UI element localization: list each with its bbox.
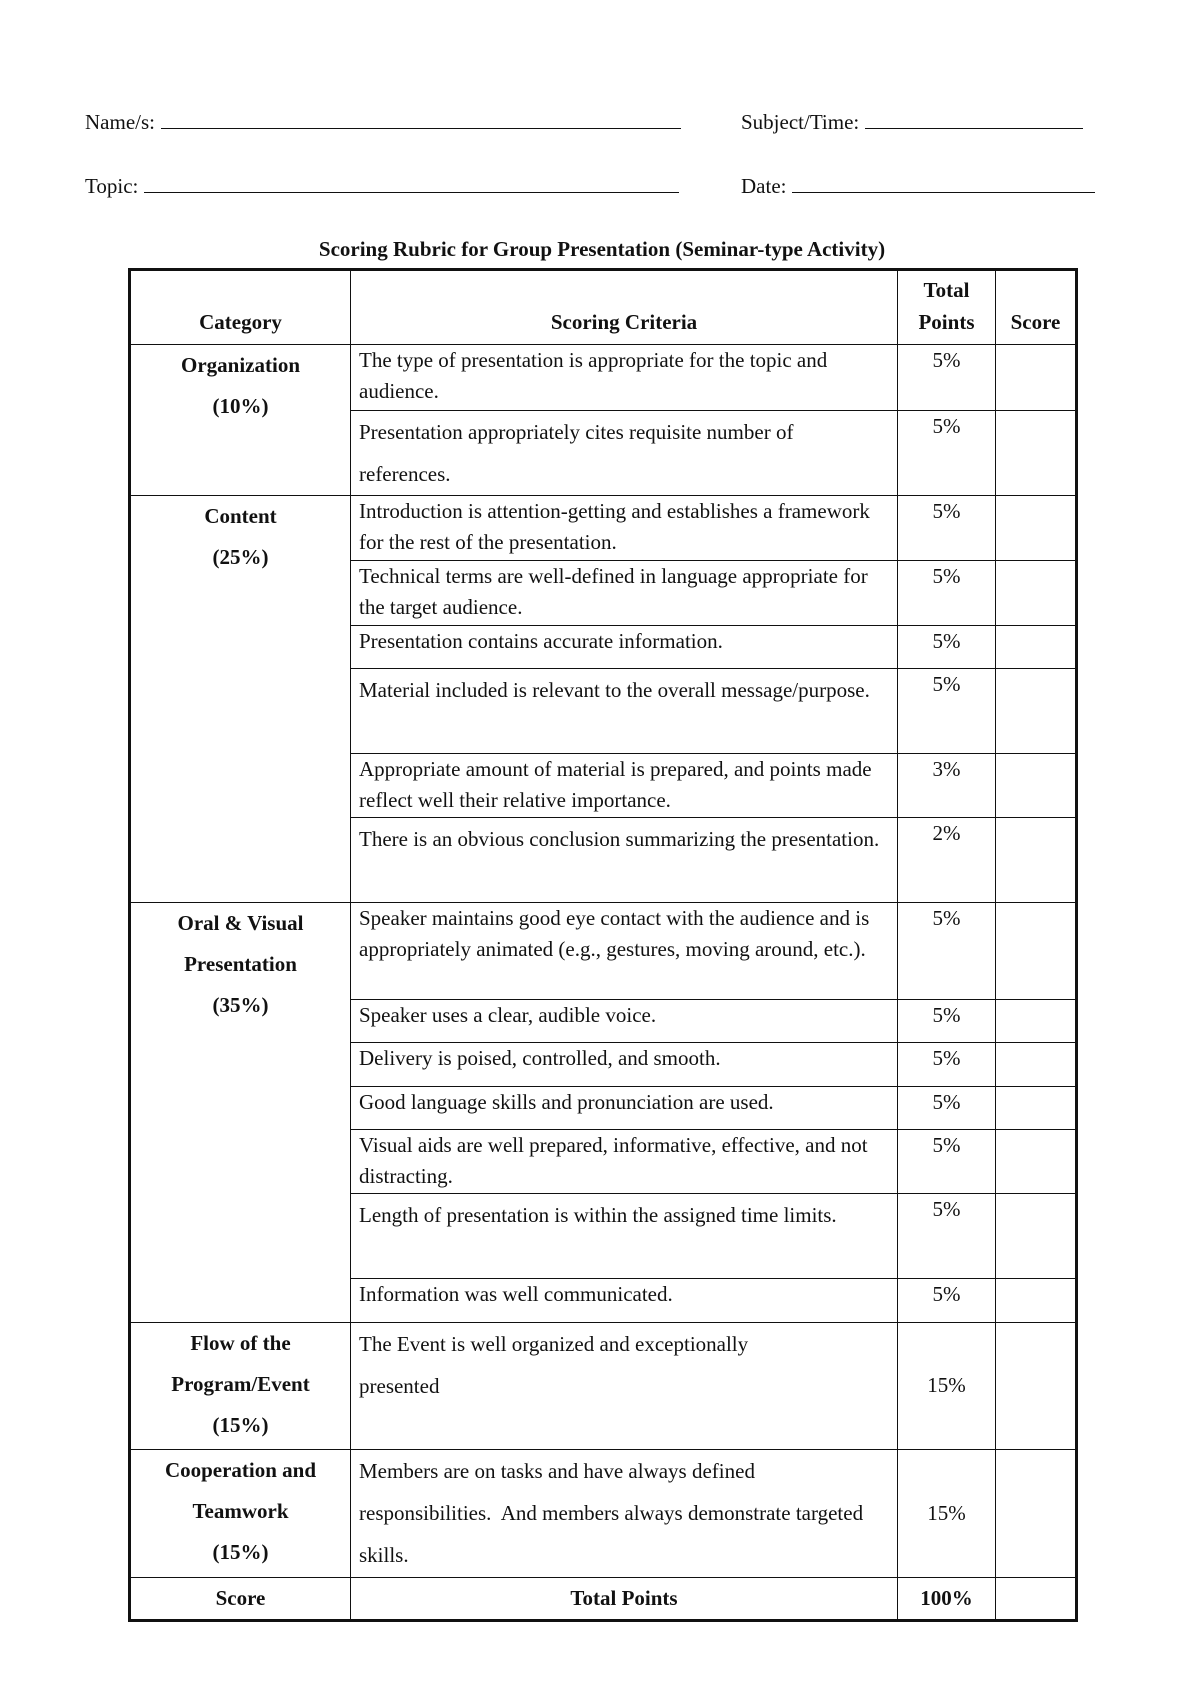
footer-total-value: 100% bbox=[898, 1577, 996, 1620]
points-cell: 5% bbox=[898, 495, 996, 560]
category-weight: (35%) bbox=[212, 992, 269, 1017]
score-cell[interactable] bbox=[996, 1194, 1077, 1279]
points-cell: 5% bbox=[898, 345, 996, 410]
table-row bbox=[130, 495, 1077, 560]
score-cell[interactable] bbox=[996, 1322, 1077, 1450]
footer-score-label: Score bbox=[130, 1577, 351, 1620]
date-blank-line[interactable] bbox=[792, 174, 1095, 193]
category-weight: (10%) bbox=[212, 394, 269, 419]
score-cell[interactable] bbox=[996, 1000, 1077, 1043]
date-field[interactable] bbox=[741, 174, 1095, 199]
criterion-cell: The Event is well organized and exceptionally presented bbox=[351, 1322, 898, 1450]
criterion-cell: Length of presentation is within the assigned time limits. bbox=[351, 1194, 898, 1279]
category-name: Content bbox=[204, 503, 277, 528]
subject-time-blank-line[interactable] bbox=[865, 110, 1083, 129]
rubric-title: Scoring Rubric for Group Presentation (Seminar-type Activity) bbox=[318, 237, 886, 261]
subject-time-label: Subject/Time: bbox=[741, 110, 860, 134]
name-field[interactable] bbox=[85, 110, 681, 135]
points-cell: 15% bbox=[898, 1450, 996, 1578]
criterion-cell: Visual aids are well prepared, informative, effective, and not distracting. bbox=[351, 1129, 898, 1193]
points-cell: 5% bbox=[898, 902, 996, 999]
topic-blank-line[interactable] bbox=[144, 174, 679, 193]
topic-field[interactable] bbox=[85, 174, 679, 199]
score-cell[interactable] bbox=[996, 410, 1077, 495]
score-cell[interactable] bbox=[996, 625, 1077, 668]
score-cell[interactable] bbox=[996, 902, 1077, 999]
criterion-cell: Presentation appropriately cites requisite number of references. bbox=[351, 410, 898, 495]
rubric-table bbox=[128, 268, 1078, 1622]
name-label: Name/s: bbox=[85, 110, 155, 134]
points-cell: 5% bbox=[898, 1043, 996, 1086]
score-cell[interactable] bbox=[996, 668, 1077, 753]
points-cell: 5% bbox=[898, 668, 996, 753]
score-cell[interactable] bbox=[996, 561, 1077, 625]
date-label: Date: bbox=[741, 174, 787, 198]
points-cell: 5% bbox=[898, 410, 996, 495]
category-name: Flow of the Program/Event bbox=[171, 1330, 310, 1396]
score-cell[interactable] bbox=[996, 1043, 1077, 1086]
header-points: Total Points bbox=[898, 270, 996, 345]
criterion-cell: Information was well communicated. bbox=[351, 1279, 898, 1322]
header-criteria: Scoring Criteria bbox=[351, 270, 898, 345]
criterion-cell: Speaker maintains good eye contact with the audience and is appropriately animated (e.g., gestures, moving around, etc.). bbox=[351, 902, 898, 999]
criterion-cell: Appropriate amount of material is prepared, and points made reflect well their relative importance. bbox=[351, 754, 898, 818]
score-cell[interactable] bbox=[996, 1086, 1077, 1129]
score-cell[interactable] bbox=[996, 1129, 1077, 1193]
category-organization bbox=[130, 345, 351, 496]
criterion-cell: Introduction is attention-getting and establishes a framework for the rest of the presentation. bbox=[351, 495, 898, 560]
criterion-cell: Technical terms are well-defined in language appropriate for the target audience. bbox=[351, 561, 898, 625]
header-category: Category bbox=[130, 270, 351, 345]
criterion-cell: There is an obvious conclusion summarizing the presentation. bbox=[351, 818, 898, 902]
table-row bbox=[130, 902, 1077, 999]
table-header-row bbox=[130, 270, 1077, 345]
category-cooperation-teamwork bbox=[130, 1450, 351, 1578]
header-score: Score bbox=[996, 270, 1077, 345]
category-oral-visual bbox=[130, 902, 351, 1322]
points-cell: 5% bbox=[898, 1194, 996, 1279]
points-cell: 15% bbox=[898, 1322, 996, 1450]
footer-total-label: Total Points bbox=[351, 1577, 898, 1620]
total-score-cell[interactable] bbox=[996, 1577, 1077, 1620]
subject-time-field[interactable] bbox=[741, 110, 1083, 135]
points-cell: 5% bbox=[898, 1086, 996, 1129]
category-flow-of-program bbox=[130, 1322, 351, 1450]
table-row bbox=[130, 1322, 1077, 1450]
points-cell: 5% bbox=[898, 1129, 996, 1193]
criterion-cell: Material included is relevant to the overall message/purpose. bbox=[351, 668, 898, 753]
criterion-cell: Good language skills and pronunciation are used. bbox=[351, 1086, 898, 1129]
topic-label: Topic: bbox=[85, 174, 139, 198]
category-weight: (25%) bbox=[212, 544, 269, 569]
criterion-cell: Presentation contains accurate information. bbox=[351, 625, 898, 668]
points-cell: 5% bbox=[898, 1279, 996, 1322]
points-cell: 5% bbox=[898, 561, 996, 625]
score-cell[interactable] bbox=[996, 495, 1077, 560]
points-cell: 5% bbox=[898, 1000, 996, 1043]
name-blank-line[interactable] bbox=[161, 110, 681, 129]
criterion-cell: Members are on tasks and have always defined responsibilities. And members always demonstrate targeted skills. bbox=[351, 1450, 898, 1578]
category-name: Oral & Visual Presentation bbox=[177, 910, 304, 976]
score-cell[interactable] bbox=[996, 818, 1077, 902]
table-row bbox=[130, 1450, 1077, 1578]
criterion-cell: The type of presentation is appropriate for the topic and audience. bbox=[351, 345, 898, 410]
points-cell: 3% bbox=[898, 754, 996, 818]
table-row bbox=[130, 345, 1077, 410]
total-row bbox=[130, 1577, 1077, 1620]
score-cell[interactable] bbox=[996, 345, 1077, 410]
points-cell: 5% bbox=[898, 625, 996, 668]
category-name: Organization bbox=[181, 353, 300, 378]
criterion-cell: Speaker uses a clear, audible voice. bbox=[351, 1000, 898, 1043]
criterion-cell: Delivery is poised, controlled, and smooth. bbox=[351, 1043, 898, 1086]
category-weight: (15%) bbox=[212, 1412, 269, 1437]
points-cell: 2% bbox=[898, 818, 996, 902]
category-content bbox=[130, 495, 351, 902]
score-cell[interactable] bbox=[996, 1450, 1077, 1578]
category-name: Cooperation and Teamwork bbox=[164, 1458, 317, 1524]
category-weight: (15%) bbox=[212, 1540, 269, 1565]
score-cell[interactable] bbox=[996, 1279, 1077, 1322]
score-cell[interactable] bbox=[996, 754, 1077, 818]
